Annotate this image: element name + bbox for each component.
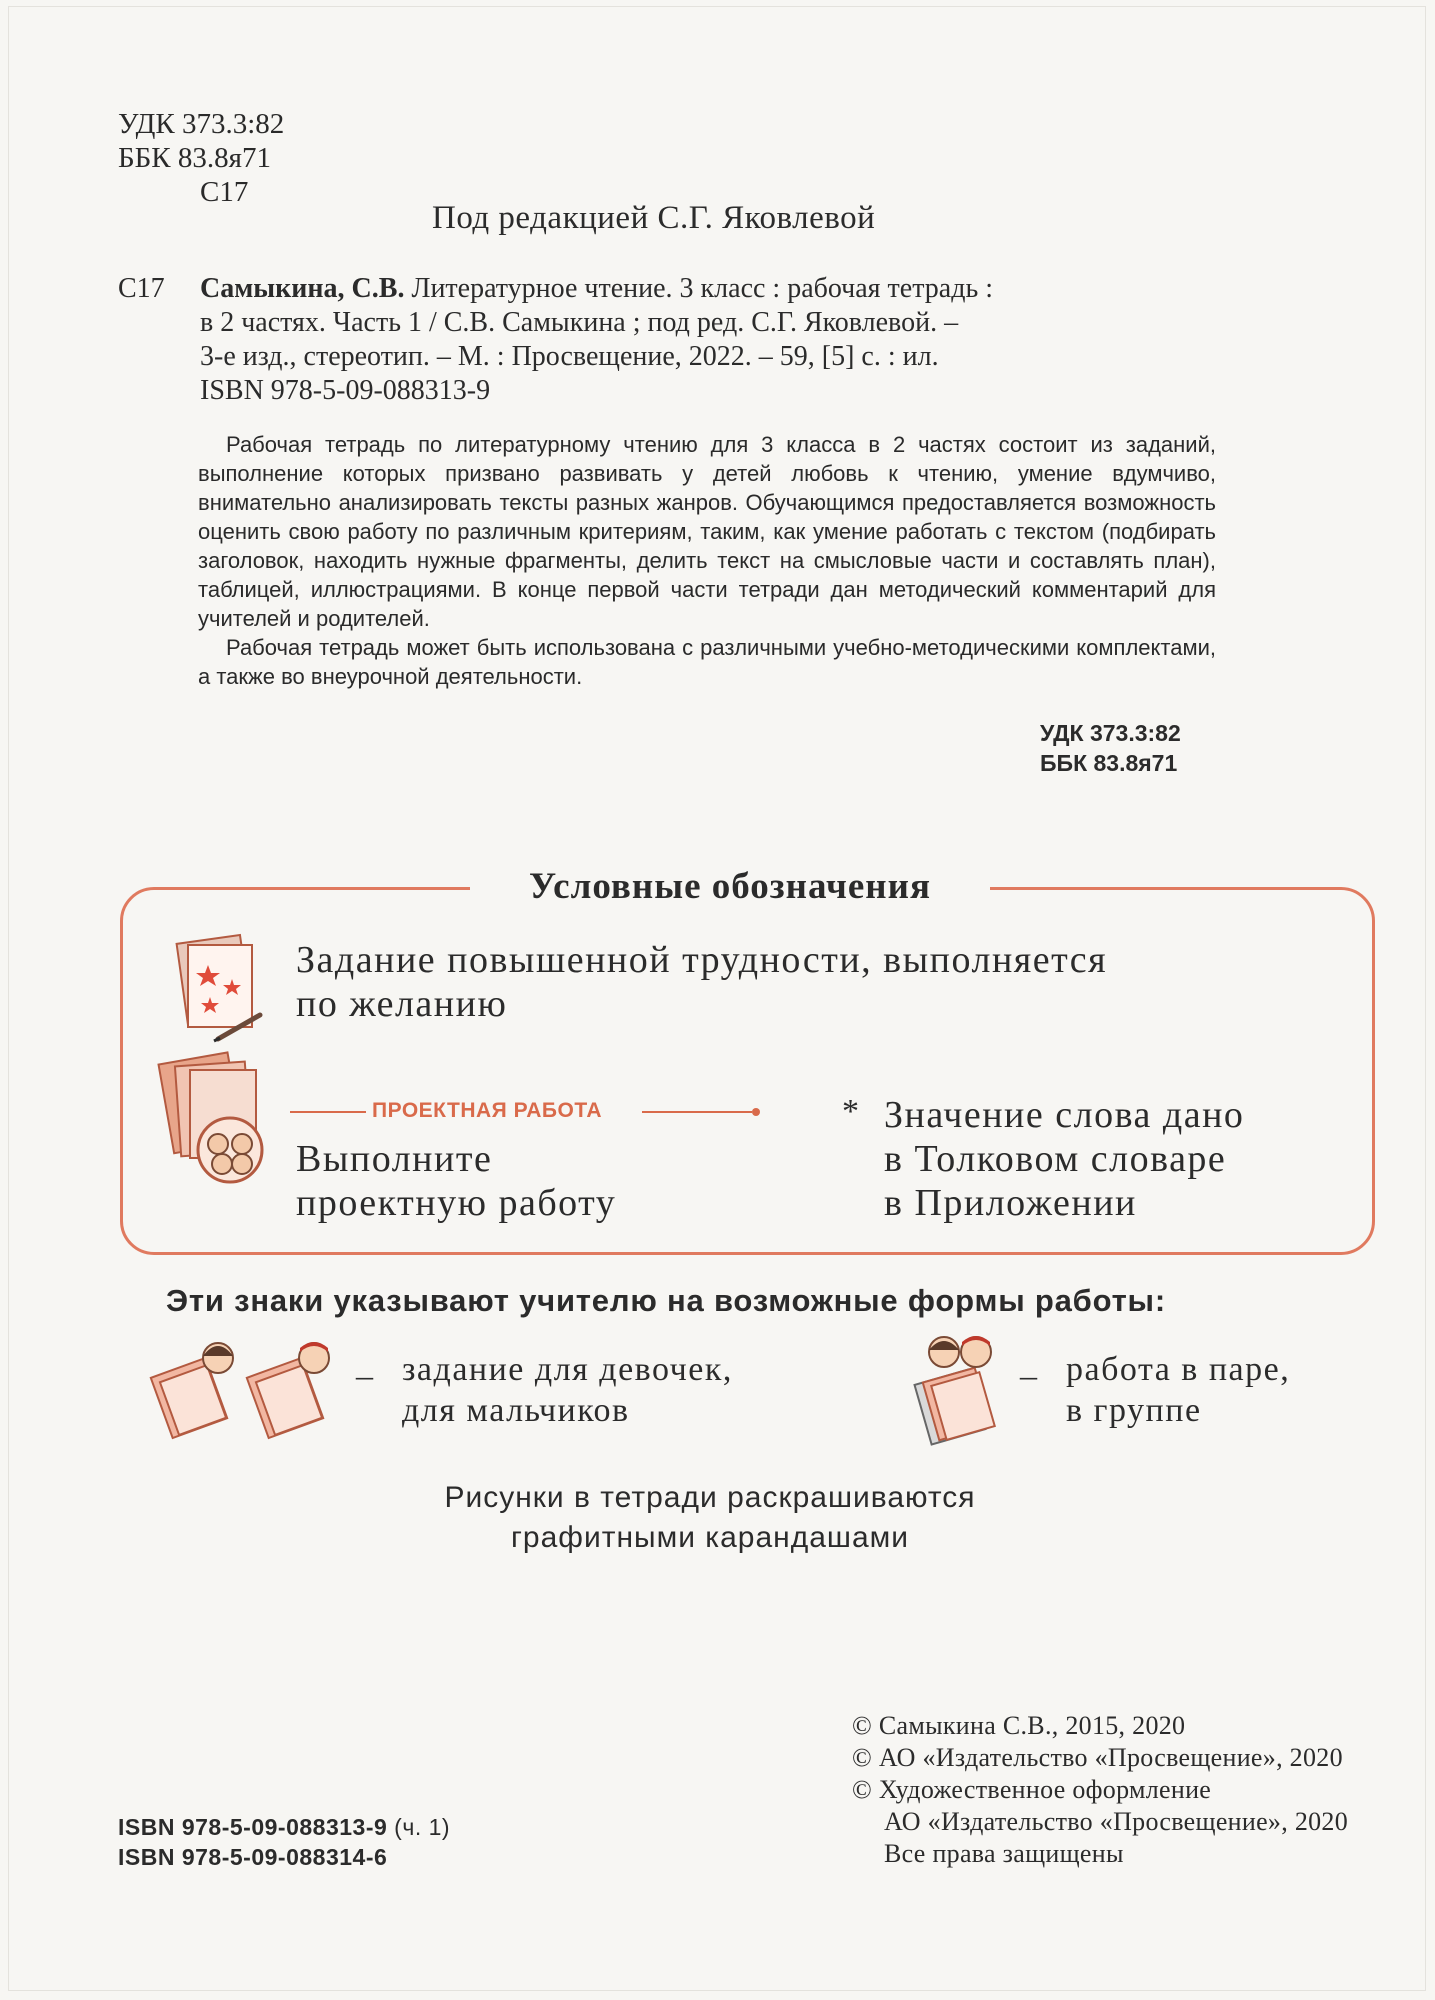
project-work-icon (160, 1054, 278, 1184)
biblio-line-2: в 2 частях. Часть 1 / С.В. Самыкина ; под ред. С.Г. Яковлевой. – (200, 307, 959, 338)
gender-line-1: задание для девочек, (402, 1351, 733, 1388)
biblio-isbn: ISBN 978-5-09-088313-9 (200, 375, 491, 406)
word-line-1: Значение слова дано (884, 1094, 1245, 1136)
isbn-line-2: ISBN 978-5-09-088314-6 (118, 1844, 388, 1870)
biblio-title: Литературное чтение. 3 класс : рабочая тетрадь : (411, 273, 993, 304)
biblio-line-3: 3-е изд., стереотип. – М. : Просвещение, 2022. – 59, [5] с. : ил. (200, 341, 939, 372)
gender-line-2: для мальчиков (402, 1392, 630, 1429)
catalog-bbk: ББК 83.8я71 (118, 142, 271, 174)
hard-task-icon (168, 935, 268, 1047)
drawing-note-line-1: Рисунки в тетради раскрашиваются (444, 1481, 976, 1514)
isbn-line-1 (118, 1812, 450, 1842)
gender-dash: _ (356, 1346, 375, 1383)
biblio-line-1 (200, 272, 1208, 306)
biblio-author: Самыкина, С.В. (200, 273, 405, 304)
copyright-line-2: © АО «Издательство «Просвещение», 2020 (852, 1743, 1343, 1772)
copyright-block (852, 1710, 1412, 1870)
catalog-udk: УДК 373.3:82 (118, 108, 285, 140)
copyright-line-5: Все права защищены (884, 1839, 1124, 1868)
word-line-2: в Толковом словаре (884, 1138, 1227, 1180)
legend-title: Условные обозначения (470, 862, 990, 912)
group-line-1: работа в паре, (1066, 1351, 1291, 1388)
asterisk-icon: * (842, 1093, 861, 1130)
girls-task-icon (152, 1338, 248, 1434)
annotation (198, 430, 1216, 691)
project-line-2: проектную работу (296, 1182, 617, 1224)
project-work-label: ПРОЕКТНАЯ РАБОТА (372, 1099, 603, 1122)
word-line-3: в Приложении (884, 1182, 1137, 1224)
drawing-note-line-2: графитными карандашами (510, 1521, 910, 1554)
group-dash: _ (1020, 1346, 1039, 1383)
biblio-code: С17 (118, 273, 165, 304)
forms-title: Эти знаки указывают учителю на возможные формы работы: (166, 1283, 1166, 1318)
annotation-paragraph-1: Рабочая тетрадь по литературному чтению для 3 класса в 2 частях состоит из заданий, выполнение которых призвано развивать у детей любовь к чтению, умение вдумчиво, внимательно анализировать тексты разных жанров. Обучающимся предоставляется возможность оценить свою работу по различным критериям, таким, как умение работать с текстом (подбирать заголовок, находить нужные фрагменты, делить текст на смысловые части и составлять план), таблицей, иллюстрациями. В конце первой части тетради дан методический комментарий для учителей и родителей. (198, 432, 1216, 631)
group-line-2: в группе (1066, 1392, 1202, 1429)
editor-line: Под редакцией С.Г. Яковлевой (432, 200, 876, 236)
classif-udk: УДК 373.3:82 (1040, 720, 1181, 746)
hard-task-line-1: Задание повышенной трудности, выполняется (296, 939, 1108, 981)
isbn-footer (118, 1812, 450, 1872)
biblio-record (200, 272, 1208, 408)
drawing-note (300, 1478, 1120, 1558)
project-line-1: Выполните (296, 1138, 493, 1180)
copyright-line-1: © Самыкина С.В., 2015, 2020 (852, 1711, 1186, 1740)
project-line-left (290, 1111, 366, 1113)
project-line-right (642, 1111, 752, 1113)
annotation-paragraph-2: Рабочая тетрадь может быть использована с различными учебно-методическими комплектами, а также во внеурочной деятельности. (198, 635, 1216, 689)
catalog-code: С17 (200, 176, 249, 208)
copyright-line-4: АО «Издательство «Просвещение», 2020 (884, 1807, 1349, 1836)
project-line-dot (752, 1108, 760, 1116)
isbn-part-label: (ч. 1) (394, 1814, 451, 1840)
boys-task-icon (248, 1338, 344, 1434)
isbn-part-1: ISBN 978-5-09-088313-9 (118, 1814, 388, 1840)
classif-bbk: ББК 83.8я71 (1040, 750, 1178, 776)
copyright-line-3: © Художественное оформление (852, 1775, 1212, 1804)
group-work-icon (908, 1330, 1008, 1448)
hard-task-line-2: по желанию (296, 983, 508, 1025)
